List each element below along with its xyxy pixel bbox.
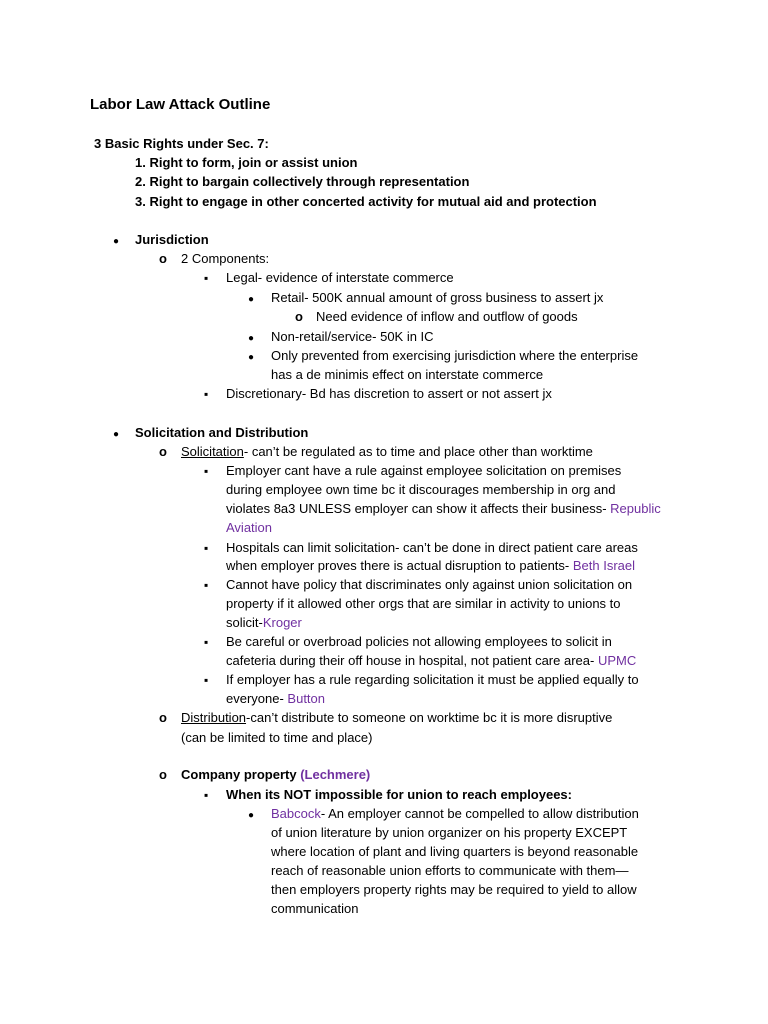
equal-rule-line1: If employer has a rule regarding solicitation it must be applied equally to: [226, 672, 639, 687]
bullet-icon: [113, 230, 119, 251]
right-item-1: 1. Right to form, join or assist union: [135, 155, 358, 170]
babcock-line1: [271, 804, 639, 823]
discretionary-item: Discretionary- Bd has discretion to assert or not assert jx: [226, 386, 552, 401]
bullet-icon: [204, 785, 208, 805]
bullet-icon: [248, 346, 254, 367]
babcock-line5: then employers property rights may be required to yield to allow: [271, 882, 637, 897]
equal-rule-text: everyone-: [226, 691, 288, 706]
bullet-icon: [204, 670, 208, 690]
bullet-icon: [159, 249, 167, 268]
bullet-icon: [159, 765, 167, 784]
page-title: Labor Law Attack Outline: [90, 96, 271, 113]
hospital-rule-line2: [226, 556, 635, 575]
bullet-icon: [248, 288, 254, 309]
bullet-icon: [248, 327, 254, 348]
company-property-heading: [181, 765, 370, 784]
hospital-rule-line1: Hospitals can limit solicitation- can’t be done in direct patient care areas: [226, 540, 638, 555]
right-item-3: 3. Right to engage in other concerted activity for mutual aid and protection: [135, 194, 597, 209]
employer-rule-line2: during employee own time bc it discourages membership in org and: [226, 482, 616, 497]
equal-rule-line2: [226, 689, 325, 708]
bullet-icon: [159, 708, 167, 727]
employer-rule-line3: [226, 499, 661, 518]
distribution-rule-text: -can’t distribute to someone on worktime bc it is more disruptive: [246, 710, 613, 725]
overbroad-rule-line1: Be careful or overbroad policies not allowing employees to solicit in: [226, 634, 612, 649]
retail-item: Retail- 500K annual amount of gross business to assert jx: [271, 290, 604, 305]
bullet-icon: [204, 384, 208, 404]
discrimination-rule-line2: property if it allowed other orgs that are similar in activity to unions to: [226, 596, 621, 611]
nonretail-item: Non-retail/service- 50K in IC: [271, 329, 434, 344]
babcock-line4: reach of reasonable union efforts to communicate with them—: [271, 863, 629, 878]
company-property-label: Company property: [181, 767, 301, 782]
inflow-item: Need evidence of inflow and outflow of goods: [316, 309, 578, 324]
discrimination-rule-line1: Cannot have policy that discriminates only against union solicitation on: [226, 577, 633, 592]
babcock-line2: of union literature by union organizer on his property EXCEPT: [271, 825, 628, 840]
babcock-line3: where location of plant and living quarters is beyond reasonable: [271, 844, 639, 859]
case-name-republic: Republic: [610, 501, 661, 516]
bullet-icon: [295, 307, 303, 326]
bullet-icon: [248, 804, 254, 825]
only-item-line1: Only prevented from exercising jurisdiction where the enterprise: [271, 348, 639, 363]
distribution-rule: [181, 708, 612, 727]
bullet-icon: [204, 575, 208, 595]
solicitation-term: Solicitation: [181, 444, 244, 459]
bullet-icon: [113, 423, 119, 444]
case-name-button: Button: [287, 691, 326, 706]
solicitation-heading: Solicitation and Distribution: [135, 425, 309, 440]
jurisdiction-heading: Jurisdiction: [135, 232, 209, 247]
case-name-aviation: Aviation: [226, 520, 273, 535]
distribution-term: Distribution: [181, 710, 247, 725]
bullet-icon: [204, 461, 208, 481]
case-name-kroger: Kroger: [262, 615, 302, 630]
bullet-icon: [204, 538, 208, 558]
case-name-babcock: Babcock: [271, 806, 321, 821]
rights-heading: 3 Basic Rights under Sec. 7:: [94, 136, 269, 151]
case-name-beth-israel: Beth Israel: [572, 558, 636, 573]
overbroad-rule-text: cafeteria during their off house in hospital, not patient care area-: [226, 653, 598, 668]
hospital-rule-text: when employer proves there is actual disruption to patients-: [226, 558, 573, 573]
bullet-icon: [204, 632, 208, 652]
employer-rule-line1: Employer cant have a rule against employee solicitation on premises: [226, 463, 622, 478]
only-item-line2: has a de minimis effect on interstate commerce: [271, 367, 544, 382]
legal-item: Legal- evidence of interstate commerce: [226, 270, 454, 285]
solicitation-rule: [181, 442, 593, 461]
employer-rule-text: violates 8a3 UNLESS employer can show it affects their business-: [226, 501, 611, 516]
not-impossible-heading: When its NOT impossible for union to reach employees:: [226, 787, 572, 802]
components-label: 2 Components:: [181, 251, 270, 266]
discrimination-rule-text: solicit-: [226, 615, 263, 630]
discrimination-rule-line3: [226, 613, 302, 632]
distribution-rule-line2: (can be limited to time and place): [181, 730, 373, 745]
case-name-lechmere: (Lechmere): [300, 767, 371, 782]
babcock-line6: communication: [271, 901, 359, 916]
case-name-upmc: UPMC: [597, 653, 637, 668]
bullet-icon: [204, 268, 208, 288]
right-item-2: 2. Right to bargain collectively through representation: [135, 174, 470, 189]
solicitation-rule-text: - can’t be regulated as to time and place other than worktime: [243, 444, 593, 459]
overbroad-rule-line2: [226, 651, 636, 670]
babcock-text: - An employer cannot be compelled to allow distribution: [320, 806, 639, 821]
bullet-icon: [159, 442, 167, 461]
